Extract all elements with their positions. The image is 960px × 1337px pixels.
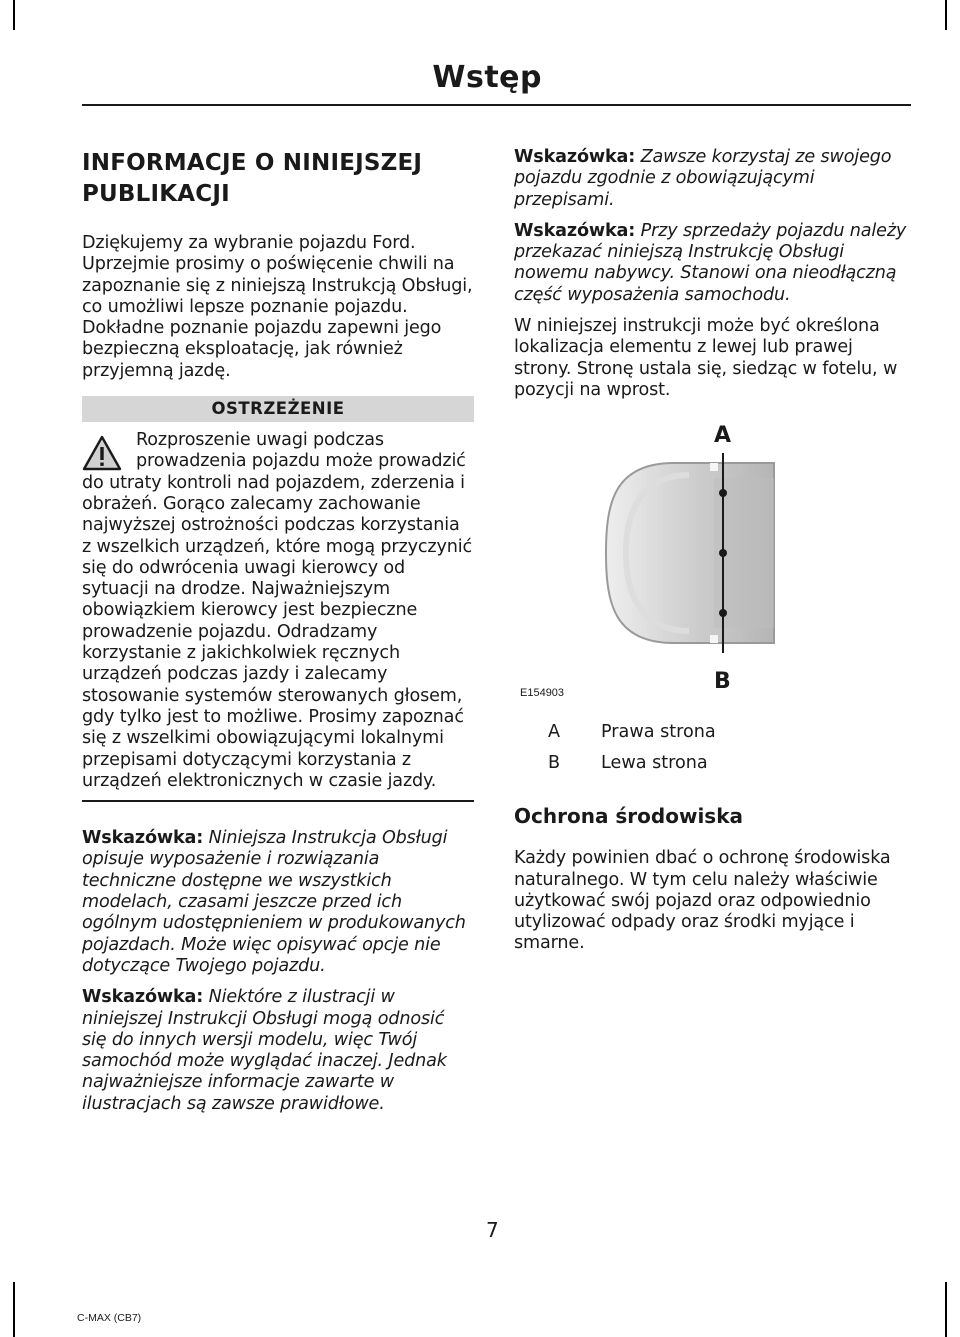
figure-label-b: B xyxy=(714,669,731,695)
note-paragraph xyxy=(514,147,910,211)
note-label: Wskazówka: xyxy=(82,987,204,1008)
note-text: Zawsze korzystaj ze swojego pojazdu zgodnie z obowiązującymi przepisami. xyxy=(514,147,892,210)
crop-mark xyxy=(13,0,15,30)
warning-title: OSTRZEŻENIE xyxy=(82,396,474,422)
note-paragraph xyxy=(82,987,474,1115)
crop-mark xyxy=(13,1282,15,1337)
subsection-heading: Ochrona środowiska xyxy=(514,804,743,829)
section-heading: INFORMACJE O NINIEJSZEJ PUBLIKACJI xyxy=(82,150,423,207)
warning-text: Rozproszenie uwagi podczas prowadzenia pojazdu może prowadzić do utraty kontroli nad pojazdem, zderzenia i obrażeń. Gorąco zalecamy zachowanie najwyższej ostrożności podczas korzystania z wszelkich urządzeń, które mogą przyczynić się do odwrócenia uwagi kierowcy od sytuacji na drodze. Najważniejszym obowiązkiem kierowcy jest bezpieczne prowadzenie pojazdu. Odradzamy korzystanie z jakichkolwiek ręcznych urządzeń podczas jazdy i zalecamy stosowanie systemów sterowanych głosem, gdy tylko jest to możliwe. Prosimy zapoznać się z wszelkimi obowiązującymi lokalnymi przepisami dotyczącymi korzystania z urządzeń elektronicznych w czasie jazdy. xyxy=(82,430,472,791)
right-column xyxy=(514,147,910,955)
header-divider xyxy=(82,104,911,106)
note-label: Wskazówka: xyxy=(82,828,204,849)
page-header-title: Wstęp xyxy=(432,60,542,95)
figure-label-a: A xyxy=(714,423,732,449)
warning-divider xyxy=(82,800,474,802)
crop-mark xyxy=(945,1282,947,1337)
figure-code: E154903 xyxy=(520,687,565,700)
legend-value: Lewa strona xyxy=(601,753,708,774)
note-label: Wskazówka: xyxy=(514,220,636,241)
environment-paragraph: Każdy powinien dbać o ochronę środowiska naturalnego. W tym celu należy właściwie użytkować swój pojazd oraz odpowiednio utylizować odpady oraz środki myjące i smarne. xyxy=(514,848,891,954)
left-column xyxy=(82,148,474,1115)
legend-key: A xyxy=(548,722,561,743)
legend-key: B xyxy=(548,753,561,774)
note-paragraph xyxy=(514,221,910,306)
orientation-figure xyxy=(514,411,910,700)
warning-triangle-icon xyxy=(82,435,122,471)
note-paragraph xyxy=(82,828,474,977)
figure-legend xyxy=(514,722,910,784)
crop-mark xyxy=(945,0,947,30)
note-label: Wskazówka: xyxy=(514,147,636,167)
car-top-view-illustration xyxy=(514,453,910,653)
page-number: 7 xyxy=(486,1218,499,1242)
warning-box xyxy=(82,430,474,802)
note-text: Niektóre z ilustracji w niniejszej Instrukcji Obsługi mogą odnosić się do innych wersji modelu, więc Twój samochód może wyglądać inaczej. Jednak najważniejsze informacje zawarte w ilustracjach są zawsze prawidłowe. xyxy=(82,987,447,1114)
footer-model: C-MAX (CB7) xyxy=(77,1312,142,1324)
legend-row xyxy=(514,722,910,753)
legend-row xyxy=(514,753,910,784)
intro-paragraph: Dziękujemy za wybranie pojazdu Ford. Uprzejmie prosimy o poświęcenie chwili na zapoznanie się z niniejszą Instrukcją Obsługi, co umożliwi lepsze poznanie pojazdu. Dokładne poznanie pojazdu zapewni jego bezpieczną eksploatację, jak również przyjemną jazdę. xyxy=(82,233,473,381)
orientation-paragraph: W niniejszej instrukcji może być określona lokalizacja elementu z lewej lub prawej strony. Stronę ustala się, siedząc w fotelu, w pozycji na wprost. xyxy=(514,316,898,400)
legend-value: Prawa strona xyxy=(601,722,716,743)
note-text: Niniejsza Instrukcja Obsługi opisuje wyposażenie i rozwiązania techniczne dostępne we wszystkich modelach, czasami jeszcze przed ich ogólnym udostępnieniem w produkowanych pojazdach. Może więc opisywać opcje nie dotyczące Twojego pojazdu. xyxy=(82,828,466,976)
note-text: Przy sprzedaży pojazdu należy przekazać niniejszą Instrukcję Obsługi nowemu nabywcy. Stanowi ona nieodłączną część wyposażenia samochodu. xyxy=(514,220,907,305)
